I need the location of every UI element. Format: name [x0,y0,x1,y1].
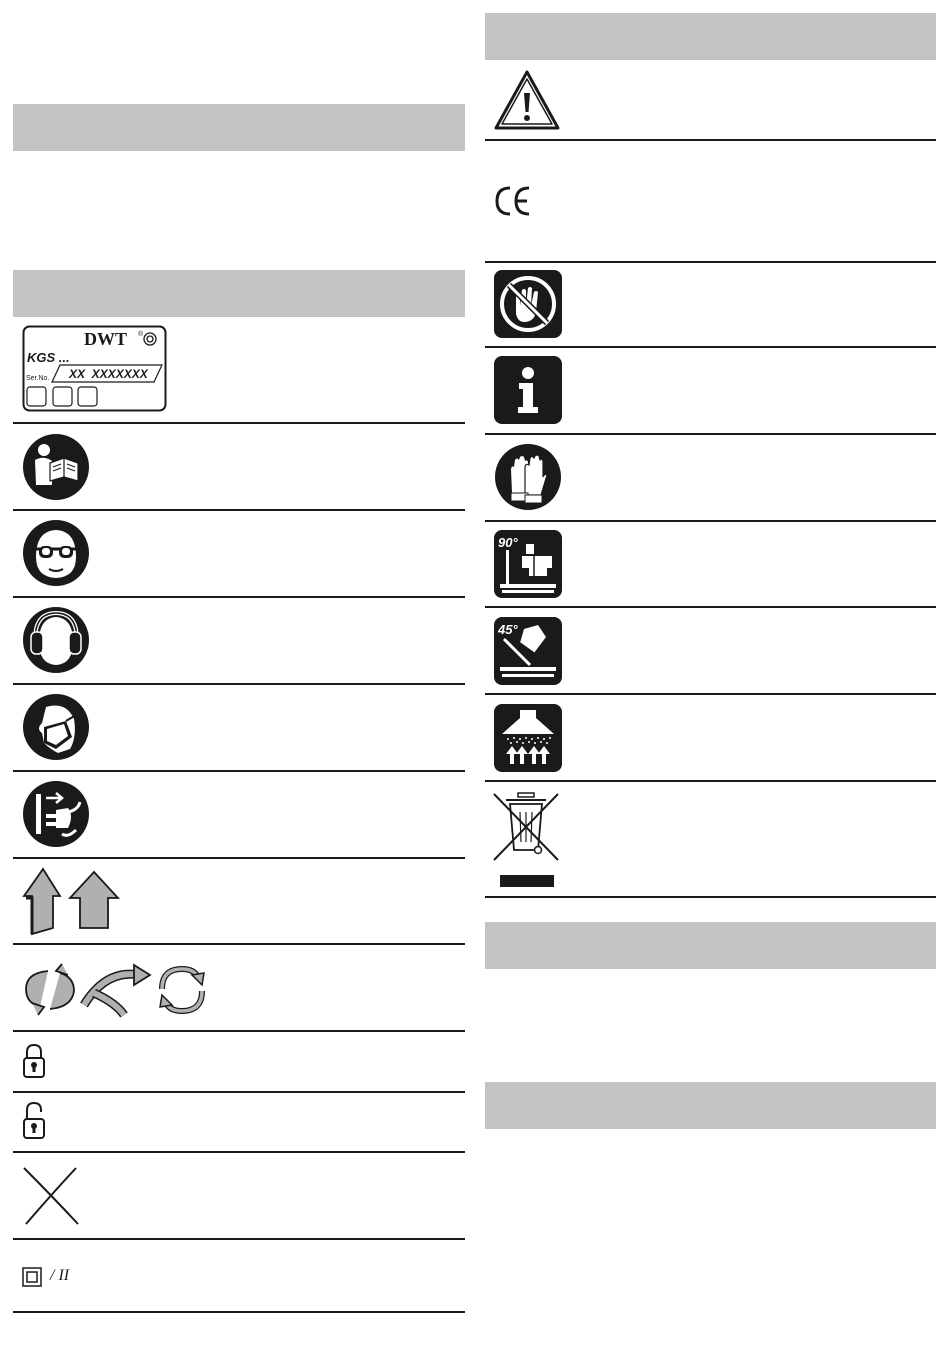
divider [13,1311,465,1313]
lock-icon [22,1043,46,1079]
divider [13,770,465,772]
protection-class-icon [22,1267,42,1287]
nameplate-brand: DWT [84,329,128,349]
section-band-1 [13,104,465,151]
unlock-icon [22,1102,46,1140]
ear-protection-icon [22,606,90,674]
section-band-3 [485,13,936,60]
warning-triangle-icon [493,69,561,131]
divider [485,433,936,435]
info-icon [494,356,562,424]
cut-90-icon [494,530,562,598]
dust-extraction-icon [494,704,562,772]
nameplate-serial-value: XX XXXXXXX [69,367,148,381]
gloves-icon [494,443,562,511]
rotation-arrows-icon [20,963,210,1018]
protection-class-label: / II [50,1267,70,1284]
divider [13,1091,465,1093]
divider [13,1151,465,1153]
safety-goggles-icon [22,519,90,587]
cut-45-icon [494,617,562,685]
read-manual-icon [22,433,90,501]
section-band-2 [13,270,465,317]
dust-mask-icon [22,693,90,761]
unplug-icon [22,780,90,848]
svg-text:90°: 90° [498,535,518,550]
svg-text:45°: 45° [498,622,518,637]
no-hands-icon [494,270,562,338]
nameplate-model: KGS ... [27,350,70,365]
divider [13,857,465,859]
divider [13,943,465,945]
cross-icon [22,1166,82,1226]
divider [13,509,465,511]
divider [485,139,936,141]
nameplate-icon [22,325,168,413]
divider [13,1238,465,1240]
divider [485,780,936,782]
divider [13,596,465,598]
divider [13,1030,465,1032]
divider [485,346,936,348]
up-arrows-icon [22,866,122,938]
divider [485,520,936,522]
nameplate-serial-label: Ser.No. [26,375,50,382]
divider [485,261,936,263]
divider [485,896,936,898]
divider [13,422,465,424]
divider [13,683,465,685]
section-band-5 [485,1082,936,1129]
divider [485,693,936,695]
section-band-4 [485,922,936,969]
divider [485,606,936,608]
weee-bin-icon [492,790,562,890]
nameplate-brand-mark: ® [138,331,144,338]
ce-mark-icon [494,185,532,217]
